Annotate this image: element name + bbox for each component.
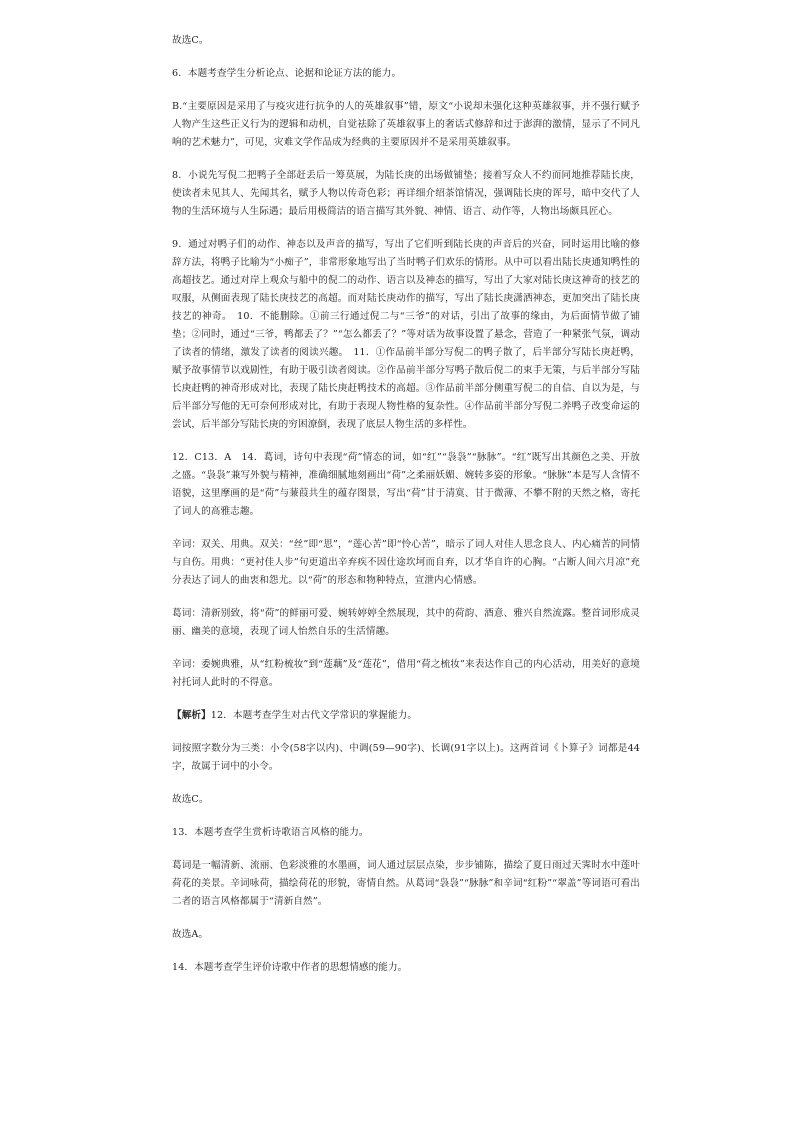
- question-6-analysis: B.“主要原因是采用了与疫灾进行抗争的人的英雄叙事”错，原文“小说却未强化这种英雄叙事，并不强行赋予人物产生这些正义行为的逻辑和动机，自觉祛除了英雄叙事上的奢话式修辞和过于澎湃的激情，显示了不同凡响的艺术魅力”，可见，灾难文学作品成为经典的主要原因并不是采用英雄叙事。: [172, 101, 640, 148]
- answer-line-2: 故选C。: [172, 794, 209, 805]
- question-6-heading: 6．本题考查学生分析论点、论据和论证方法的能力。: [172, 68, 402, 79]
- analysis-heading: [172, 707, 640, 725]
- document-page: [172, 32, 640, 992]
- ge-ci-style: 葛词：清新别致，将“荷”的鲜丽可爱、婉转婷婷全然展现，其中的荷韵、酒意、雅兴自然流露。整首词形成灵丽、幽美的意境，表现了词人怡然自乐的生活情趣。: [172, 608, 640, 637]
- answer-line-3: 故选A。: [172, 929, 209, 940]
- ci-classification: 词按照字数分为三类：小令(58字以内)、中调(59—90字)、长调(91字以上)。这两首词《卜算子》词都是44字，故属于词中的小令。: [172, 743, 640, 772]
- xin-ci-style: 辛词：委婉典雅，从“红粉梳妆”到“莲藕”及“莲花”，借用“荷之梳妆”来表达作自己的内心活动，用美好的意境衬托词人此时的不得意。: [172, 659, 640, 688]
- question-14-heading: 14．本题考查学生评价诗歌中作者的思想情感的能力。: [172, 962, 408, 973]
- question-8-answer: 8．小说先写倪二把鸭子全部赶丢后一筹莫展，为陆长庚的出场做铺垫；接着写众人不约而同地推荐陆长庚，使读者未见其人、先闻其名，赋予人物以传奇色彩；再详细介绍茶馆情况，强调陆长庚的诨号，暗中交代了人物的生活环境与人生际遇；最后用极简洁的语言描写其外貌、神情、语言、动作等，人物出场颇具匠心。: [172, 170, 640, 217]
- xin-ci-analysis: 辛词：双关、用典。双关：“丝”即“思”，“莲心苦”即“怜心苦”，暗示了词人对佳人思念良人、内心痛苦的同情与自伤。用典：“更衬佳人步”句更道出辛弃疾不因仕途坎坷而自弃，以才华自许的心胸。“占断人间六月凉”充分表达了词人的曲衷和怨尤。以“荷”的形态和物种特点，宣泄内心情感。: [172, 539, 640, 586]
- question-9-11-answer: 9．通过对鸭子们的动作、神态以及声音的描写，写出了它们听到陆长庚的声音后的兴奋，同时运用比喻的修辞方法，将鸭子比喻为“小痴子”，非常形象地写出了当时鸭子们欢乐的情形。从中可以看出陆长庚通知鸭性的高超技艺。通过对岸上观众与船中的倪二的动作、语言以及神态的描写，写出了大家对陆长庚这神奇的技艺的叹服，从侧面表现了陆长庚技艺的高超。而对陆长庚动作的描写，写出了陆长庚潇洒神态，更加突出了陆长庚技艺的神奇。 10．不能删除。①前三行通过倪二与“三爷”的对话，引出了故事的缘由，为后面情节做了铺垫；②同时，通过“三爷，鸭都丢了？”“怎么都丢了？”等对话为故事设置了悬念，营造了一种紧张气氛，调动了读者的情绪，激发了读者的阅读兴趣。 11．①作品前半部分写倪二的鸭子散了，后半部分写陆长庚赶鸭，赋予故事情节以戏剧性，有助于吸引读者阅读。②作品前半部分写鸭子散后倪二的束手无策，与后半部分写陆长庚赶鸭的神奇形成对比，表现了陆长庚赶鸭技术的高超。③作品前半部分侧重写倪二的自信、自以为是，与后半部分写他的无可奈何形成对比，有助于表现人物性格的复杂性。④作品前半部分写倪二养鸭子改变命运的尝试，后半部分写陆长庚的穷困潦倒，表现了底层人物生活的多样性。: [172, 239, 640, 430]
- question-13-heading: 13．本题考查学生赏析诗歌语言风格的能力。: [172, 827, 369, 838]
- analysis-12-heading: 12．本题考查学生对古代文学常识的掌握能力。: [210, 710, 418, 721]
- answer-line-1: 故选C。: [172, 35, 209, 46]
- question-12-14-answer: 12．C13．A 14．葛词，诗句中表现“荷”情态的词，如“红”“袅袅”“脉脉”。“红”既写出其颜色之美、开放之盛。“袅袅”兼写外貌与精神，准确细腻地刻画出“荷”之柔丽妖媚、婉转多姿的形象。“脉脉”本是写人含情不语貌，这里摩画的是“荷”与蒹葭共生的蕴存图景，写出“荷”甘于清寞、甘于微薄、不攀不附的天然之格，寄托了词人的高雅志趣。: [172, 452, 640, 517]
- analysis-label: 【解析】: [172, 710, 211, 721]
- question-13-analysis: 葛词是一幅清新、流丽、色彩淡雅的水墨画，词人通过层层点染，步步铺陈，描绘了夏日雨过天霁时水中莲叶荷花的美景。辛词咏荷，描绘荷花的形貌，寄情自然。从葛词“袅袅”“脉脉”和辛词“红粉”“翠盖”等词语可看出二者的语言风格都属于“清新自然”。: [172, 860, 640, 907]
